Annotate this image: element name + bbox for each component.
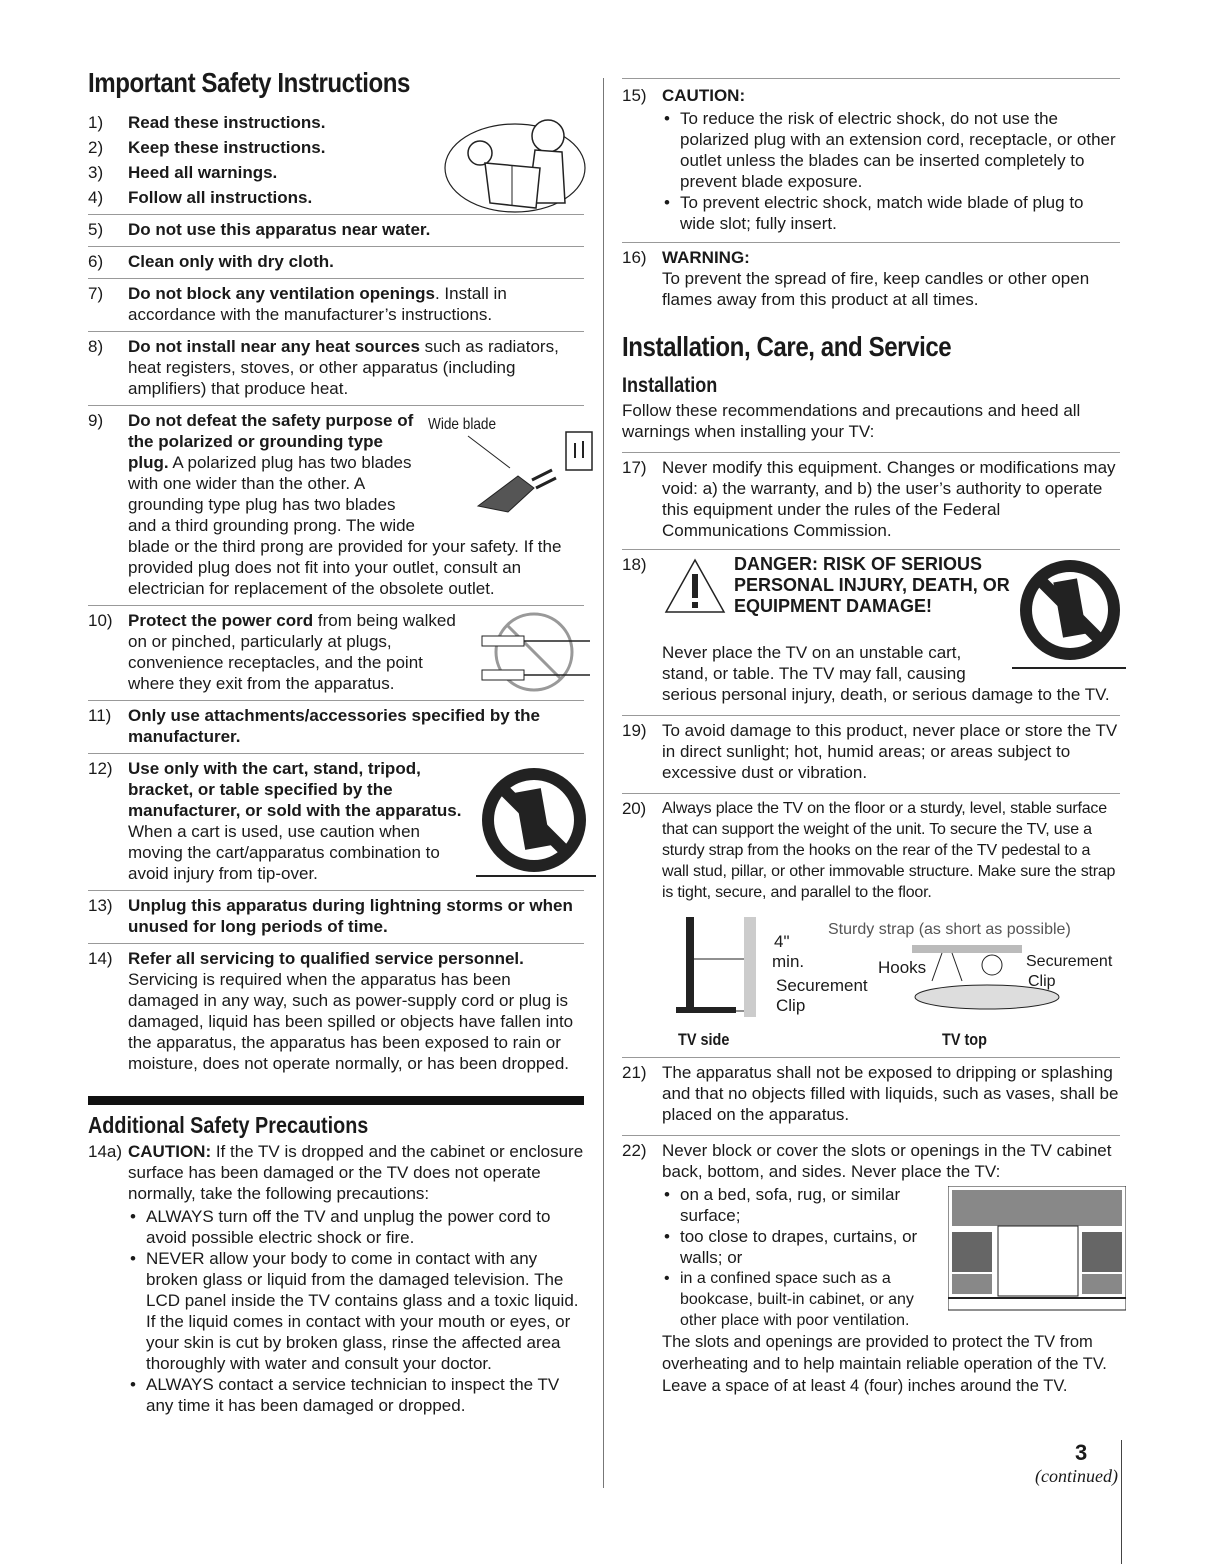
- bullet-item: • To reduce the risk of electric shock, do not use the polarized plug with an extension cord, receptacle, or other outlet unless the blades can be inserted completely to prevent blade exposure.: [680, 108, 1120, 192]
- page-number: 3: [1075, 1440, 1088, 1465]
- list-item: 22) Never block or cover the slots or openings in the TV cabinet back, bottom, and sides. Never place the TV: • on a bed, sofa, rug, or similar surface; • too close to drapes, curtains, or walls; or • in a confined space such as a bookcase, built-in cabinet, or any other place with poor ventilation. The slots and openings are provided to protect the TV from overheating and to help maintain reliable operation of the TV. Leave a space of at least 4 (four) inches around the TV.: [622, 1135, 1120, 1397]
- tv-strap-figure: [622, 913, 1120, 1057]
- continued-note: (continued): [1035, 1466, 1118, 1486]
- list-item: 12) Use only with the cart, stand, tripod, bracket, or table specified by the manufacturer, or sold with the apparatus. When a cart is used, use caution when moving the cart/apparatus combination to avoid injury from tip-over.: [88, 753, 584, 884]
- securement-label-left: Securement: [776, 976, 868, 995]
- list-item: 19) To avoid damage to this product, never place or store the TV in direct sunlight; hot, humid areas; or areas subject to excessive dust or vibration.: [622, 715, 1120, 783]
- tv-side-label: TV side: [678, 1030, 730, 1049]
- left-column: [88, 66, 584, 1416]
- section-bar: [88, 1096, 584, 1105]
- plug-icon: [448, 428, 598, 518]
- list-item: 4) Follow all instructions.: [88, 188, 313, 207]
- list-item: 14a) CAUTION: If the TV is dropped and the cabinet or enclosure surface has been damaged or the TV does not operate normally, take the following precautions: • ALWAYS turn off the TV and unplug the power cord to avoid possible electric shock or fire. • NEVER allow your body to come in contact with any broken glass or liquid from the damaged television. The LCD panel inside the TV contains glass and a toxic liquid. If the liquid comes in contact with your mouth or eyes, or your skin is cut by broken glass, rinse the affected area thoroughly with water and consult your doctor. • ALWAYS contact a service technician to inspect the TV any time it has been damaged or dropped.: [88, 1141, 584, 1416]
- list-item: 16) WARNING: To prevent the spread of fire, keep candles or other open flames away from this product at all times.: [622, 242, 1120, 310]
- list-item: 18) DANGER: RISK OF SERIOUS PERSONAL INJURY, DEATH, OR EQUIPMENT DAMAGE! Never place the TV on an unstable cart, stand, or table. The TV may fall, causing serious personal injury, death, or serious damage to the TV.: [622, 549, 1120, 705]
- bullet-item: • in a confined space such as a bookcase, built-in cabinet, or any other place with poor ventilation.: [680, 1268, 935, 1331]
- list-item: 21) The apparatus shall not be exposed to dripping or splashing and that no objects filled with liquids, such as vases, shall be placed on the apparatus.: [622, 1057, 1120, 1125]
- page-number-rule: [1121, 1440, 1122, 1564]
- list-item: 2) Keep these instructions.: [88, 138, 326, 157]
- strap-label: Sturdy strap (as short as possible): [828, 921, 1071, 938]
- wide-blade-label: Wide blade: [428, 416, 497, 433]
- bullet-item: • too close to drapes, curtains, or walls; or: [680, 1226, 935, 1268]
- list-item: 5) Do not use this apparatus near water.: [88, 214, 584, 240]
- clip-label-right: Clip: [1028, 973, 1056, 990]
- warning-triangle-icon: [662, 556, 728, 616]
- list-item: 9) Wide blade Do not defeat the safety purpose of the polarized or grounding type plug. A polarized plug has two blades with one wider than the other. A grounding type plug has two blades and a third grounding prong. The wide blade or the third prong are provided for your safety. If the provided plug does not fit into your outlet, consult an electrician for replacement of the obsolete outlet.: [88, 405, 584, 599]
- list-item: 20) Always place the TV on the floor or a sturdy, level, stable surface that can support the weight of the unit. To secure the TV, use a sturdy strap from the hooks on the rear of the TV pedestal to a wall stud, pillar, or other immovable structure. Make sure the strap is tight, secure, and parallel to the floor.: [622, 793, 1120, 903]
- section-title-additional: Additional Safety Precautions: [88, 1112, 369, 1138]
- bullet-item: • ALWAYS contact a service technician to inspect the TV any time it has been damaged or dropped.: [146, 1374, 584, 1416]
- bullet-item: • To prevent electric shock, match wide blade of plug to wide slot; fully insert.: [680, 192, 1120, 234]
- list-item: 11) Only use attachments/accessories specified by the manufacturer.: [88, 700, 584, 747]
- list-item: 7) Do not block any ventilation openings. Install in accordance with the manufacturer’s instructions.: [88, 278, 584, 325]
- clip-label-left: Clip: [776, 996, 806, 1015]
- right-column: [622, 78, 1120, 1397]
- hooks-label: Hooks: [878, 958, 927, 977]
- four-inch-label: 4": [774, 932, 790, 951]
- plug-figure: [428, 410, 598, 518]
- list-item: 13) Unplug this apparatus during lightning storms or when unused for long periods of time.: [88, 890, 584, 937]
- tv-top-label: TV top: [942, 1030, 987, 1049]
- list-item: 10) Protect the power cord from being walked on or pinched, particularly at plugs, convenience receptacles, and the point where they exit from the apparatus.: [88, 605, 584, 694]
- cart-tipover-warning-icon: [472, 764, 598, 882]
- bullet-item: • on a bed, sofa, rug, or similar surface;: [680, 1184, 935, 1226]
- power-cord-prohibited-icon: [472, 610, 592, 694]
- section-title-installation: Installation, Care, and Service: [622, 331, 952, 362]
- list-item: 6) Clean only with dry cloth.: [88, 246, 584, 272]
- bookcase-illustration: [948, 1186, 1126, 1326]
- column-divider: [603, 78, 604, 1488]
- list-item: 17) Never modify this equipment. Changes or modifications may void: a) the warranty, and b) the user’s authority to operate this equipment under the rules of the Federal Communications Commission.: [622, 452, 1120, 541]
- reading-figure-illustration: [440, 108, 590, 216]
- bullet-item: • NEVER allow your body to come in contact with any broken glass or liquid from the damaged television. The LCD panel inside the TV contains glass and a toxic liquid. If the liquid comes in contact with your mouth or eyes, or your skin is cut by broken glass, rinse the affected area thoroughly with water and consult your doctor.: [146, 1248, 584, 1374]
- bullet-item: • ALWAYS turn off the TV and unplug the power cord to avoid possible electric shock or fire.: [146, 1206, 584, 1248]
- intro-text: Follow these recommendations and precautions and heed all warnings when installing your TV:: [622, 401, 1081, 441]
- list-item: 1) Read these instructions.: [88, 113, 326, 132]
- list-item: 14) Refer all servicing to qualified service personnel. Servicing is required when the apparatus has been damaged in any way, such as power-supply cord or plug is damaged, liquid has been spilled or objects have fallen into the apparatus, the apparatus has been exposed to rain or moisture, does not operate normally, or has been dropped.: [88, 943, 584, 1074]
- page-title: Important Safety Instructions: [88, 67, 411, 98]
- list-item: 8) Do not install near any heat sources such as radiators, heat registers, stoves, or other apparatus (including amplifiers) that produce heat.: [88, 331, 584, 399]
- list-item: 3) Heed all warnings.: [88, 163, 278, 182]
- securement-label-right: Securement: [1026, 953, 1113, 970]
- min-label: min.: [772, 952, 805, 971]
- tv-side-diagram: [676, 917, 766, 1021]
- list-item: 15) CAUTION: • To reduce the risk of electric shock, do not use the polarized plug with an extension cord, receptacle, or other outlet unless the blades can be inserted completely to prevent blade exposure. • To prevent electric shock, match wide blade of plug to wide slot; fully insert.: [622, 78, 1120, 234]
- subsection-title: Installation: [622, 374, 718, 397]
